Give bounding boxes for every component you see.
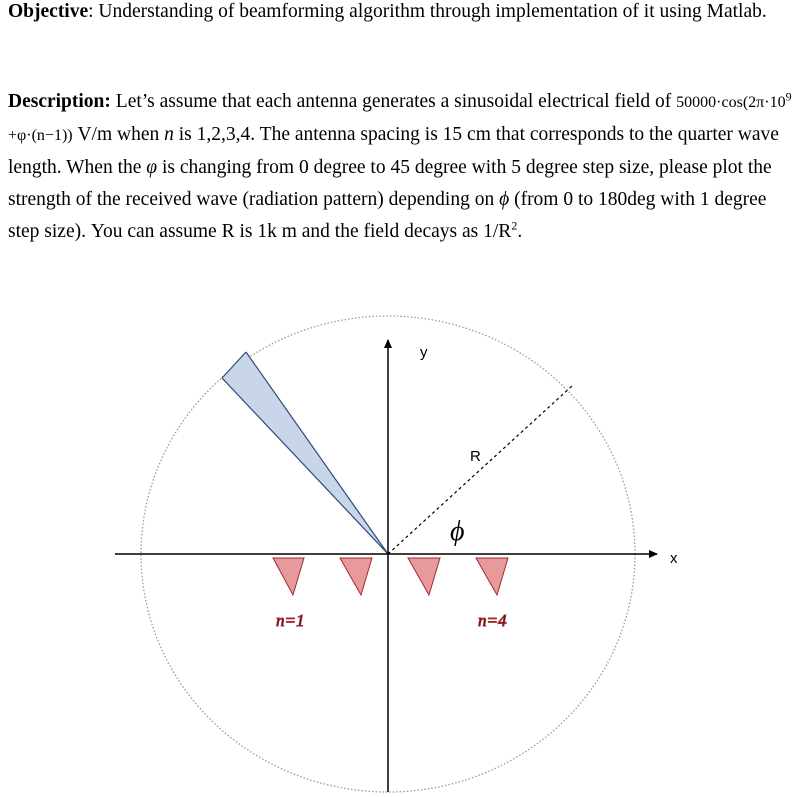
formula-part-b: +φ·(n−1)) <box>8 127 73 144</box>
y-axis-label: y <box>420 344 428 361</box>
description-label: Description: <box>8 91 111 112</box>
description-text-3: is 1,2,3,4. The antenna spacing is 15 cm that corresponds to the quarter wave length. When the <box>8 124 779 178</box>
x-axis-label: x <box>670 550 678 567</box>
objective-text: : Understanding of beamforming algorithm through implementation of it using Matlab. <box>88 1 767 22</box>
antenna-1 <box>273 558 304 595</box>
beam-edge <box>246 352 388 554</box>
angle-phi-label: ϕ <box>450 516 465 547</box>
description-text-4: is changing from 0 degree to 45 degree with 5 degree step size, please plot the strength of the received wave (radiation pattern) depending on <box>8 157 772 210</box>
beam-edge <box>222 378 388 554</box>
variable-n: n <box>164 124 174 145</box>
beam-wedge <box>222 352 388 554</box>
formula-part-a: 50000·cos(2π·10 <box>676 94 786 111</box>
formula-exponent: 9 <box>785 89 792 104</box>
description-text-5: (from 0 to 180deg with 1 degree step size). You can assume R is 1k m and the field decays as 1/R <box>8 189 767 242</box>
objective-label: Objective <box>8 1 89 22</box>
radius-line <box>388 386 572 554</box>
antenna-3 <box>408 558 440 595</box>
variable-phi-small: φ <box>146 157 158 178</box>
radius-label: R <box>470 448 481 465</box>
description-text-1: Let’s assume that each antenna generates a sinusoidal electrical field of <box>110 91 677 112</box>
decay-exponent: 2 <box>511 218 518 233</box>
antenna-2 <box>340 558 372 595</box>
description-text-2: V/m when <box>72 124 165 145</box>
description-text-6: . <box>517 221 523 242</box>
antenna-n1-label: n=1 <box>276 611 305 630</box>
antenna-4 <box>476 558 508 595</box>
variable-phi-big: ϕ <box>499 189 510 210</box>
antenna-n4-label: n=4 <box>478 611 507 630</box>
